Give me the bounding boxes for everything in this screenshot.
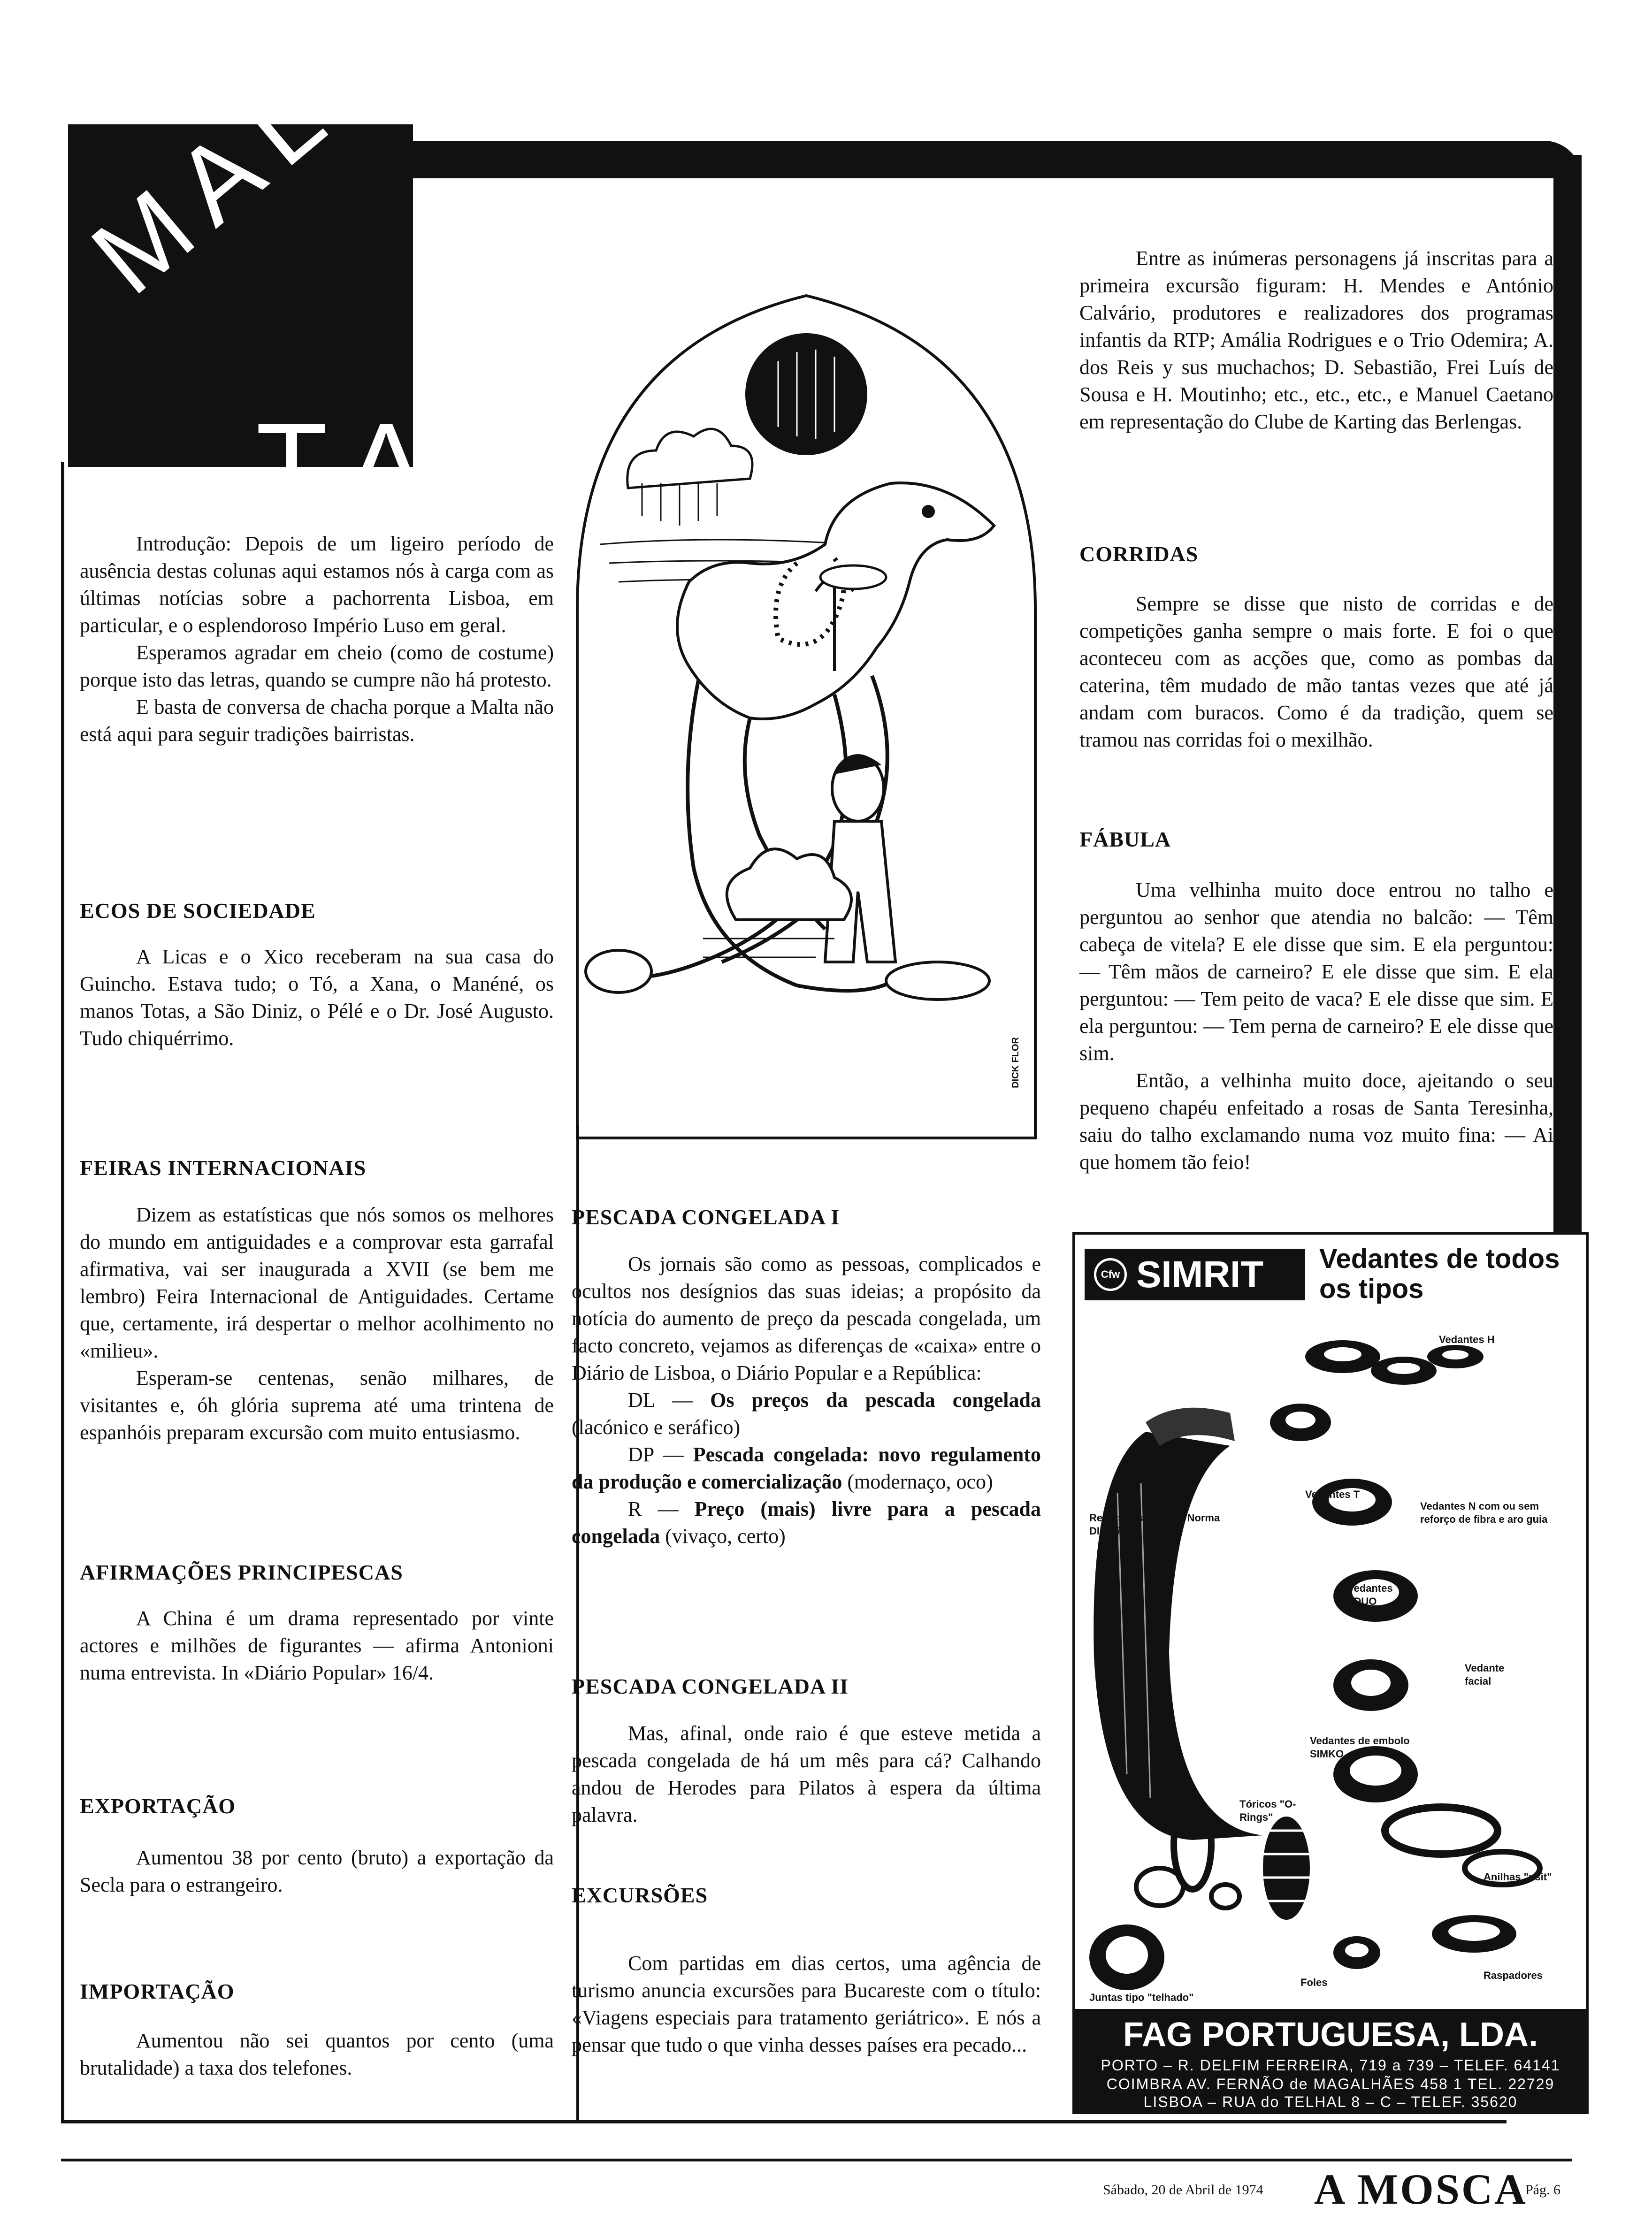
section-paragraph: A Licas e o Xico receberam na sua casa do Guincho. Estava tudo; o Tó, a Xana, o Manéné, os manos Totas, a São Diniz, o Pélé e o Dr. José Augusto. Tudo chiquérrimo. — [80, 945, 554, 1050]
company-name: FAG PORTUGUESA, LDA. — [1123, 2016, 1538, 2054]
seal-products-image — [1075, 1305, 1586, 2004]
masthead-block — [68, 10, 453, 530]
address-line: LISBOA – RUA do TELHAL 8 – C – TELEF. 35620 — [1143, 2093, 1518, 2110]
section-paragraph: A China é um drama representado por vinte actores e milhões de figurantes — afirma Antonioni numa entrevista. In «Diário Popular» 16/4. — [80, 1607, 554, 1684]
corridas-paragraph: Sempre se disse que nisto de corridas e de competições ganha sempre o mais forte. E foi o que aconteceu com as acções que, como as pombas da caterina, têm mudado de mão tantas vezes que até já andam com buracos. Como é da tradição, quem se tramou nas corridas foi o mexilhão. — [1079, 592, 1553, 751]
fabula-paragraph: Então, a velhinha muito doce, ajeitando o seu pequeno chapéu enfeitado a rosas de Santa Teresinha, saiu do talho exclamando numa voz muito fina: — Ai que homem tão feio! — [1079, 1069, 1553, 1174]
ad-footer — [1075, 2009, 1586, 2111]
pescada1-intro: Os jornais são como as pessoas, complicados e ocultos nos desígnios das suas ideias; a propósito da notícia do aumento de preço da pescada congelada, um facto concreto, vejamos as diferenças de «caixa» entre o Diário de Lisboa, o Diário Popular e a República: — [572, 1252, 1041, 1384]
section-heading: PESCADA CONGELADA I — [572, 1205, 840, 1229]
masthead-line1: MAL- — [69, 10, 402, 317]
section-heading: EXCURSÕES — [572, 1883, 708, 1907]
excursion-list-text — [1079, 245, 1553, 435]
section-body — [80, 1201, 554, 1446]
label-vedantes-t: Vedantes T — [1305, 1489, 1360, 1500]
section-heading: PESCADA CONGELADA II — [572, 1674, 849, 1698]
simrit-logo-icon: Cfw — [1094, 1258, 1127, 1291]
pescada2-paragraph: Mas, afinal, onde raio é que esteve metida a pescada congelada de há um mês para cá? Calhando andou de Herodes para Pilatos à espera da última palavra. — [572, 1722, 1041, 1826]
section-body — [80, 1844, 554, 1899]
fabula-paragraph: Uma velhinha muito doce entrou no talho e perguntou ao senhor que atendia no balcão: — Têm cabeça de vitela? E ele disse que sim. E ela perguntou: — Têm mãos de carneiro? E ele disse que sim. E ela perguntou: — Tem peito de vaca? E ele disse que sim. E ela perguntou: — Tem perna de carneiro? E ele disse que sim. — [1079, 878, 1553, 1065]
label-vedante-facial: Vedante facial — [1465, 1662, 1505, 1687]
frame-bottom-rule — [61, 2120, 1507, 2123]
label-juntas: Juntas tipo "telhado" — [1089, 1992, 1194, 2003]
pescada1-body — [572, 1251, 1041, 1550]
ad-headline: Vedantes de todos os tipos — [1319, 1244, 1560, 1304]
intro-paragraph: E basta de conversa de chacha porque a Malta não está aqui para seguir tradições bairristas. — [80, 695, 554, 746]
fabula-body — [1079, 877, 1553, 1176]
intro-paragraph: Introdução: Depois de um ligeiro período de ausência destas colunas aqui estamos nós à carga com as últimas notícias sobre a pachorrenta Lisboa, em particular, e o esplendoroso Império Luso em geral. — [80, 532, 554, 637]
label-vedantes-h: Vedantes H — [1439, 1334, 1495, 1345]
ad-brand-name: SIMRIT — [1136, 1253, 1264, 1295]
section-heading: FEIRAS INTERNACIONAIS — [80, 1156, 367, 1180]
section-paragraph: Aumentou 38 por cento (bruto) a exportação da Secla para o estrangeiro. — [80, 1846, 554, 1896]
section-heading: CORRIDAS — [1079, 542, 1199, 566]
label-retentores: Retentores radiais "Norma DIN 3760" — [1089, 1512, 1220, 1537]
label-vedantes-tduo: Vedantes TDUO — [1347, 1582, 1393, 1607]
address-line: PORTO – R. DELFIM FERREIRA, 719 a 739 – TELEF. 64141 — [1101, 2057, 1560, 2074]
address-line: COIMBRA AV. FERNÃO de MAGALHÃES 458 1 TEL. 22729 — [1106, 2076, 1555, 2092]
section-heading: FÁBULA — [1079, 827, 1171, 851]
frame-top-bar — [413, 141, 1582, 178]
section-heading: EXPORTAÇÃO — [80, 1794, 236, 1818]
section-paragraph: Aumentou não sei quantos por cento (uma brutalidade) a taxa dos telefones. — [80, 2029, 554, 2079]
excursoes-paragraph: Com partidas em dias certos, uma agência de turismo anuncia excursões para Bucareste com o título: «Viagens especiais para tratamento geriátrico». E nós a pensar que tudo o que vinha desses países era pecado... — [572, 1952, 1041, 2056]
frame-left-rule — [61, 462, 64, 2123]
pescada2-body — [572, 1720, 1041, 1829]
label-toricos: Tóricos "O-Rings" — [1239, 1798, 1296, 1823]
camel-illustration — [572, 282, 1041, 1140]
label-anilhas: Anilhas "usit" — [1484, 1871, 1552, 1883]
section-paragraph: Dizem as estatísticas que nós somos os melhores do mundo em antiguidades e a comprovar esta garrafal afirmativa, vai ser inaugurada a XVII (se bem me lembro) Feira Internacional de Antiguidades. Certame que, certamente, irá despertar o melhor acolhimento no «milieu». — [80, 1203, 554, 1362]
label-raspadores: Raspadores — [1484, 1970, 1543, 1981]
section-body — [80, 2027, 554, 2082]
section-body — [80, 943, 554, 1052]
intro-text — [80, 530, 554, 748]
pescada1-item-r: R — Preço (mais) livre para a pescada congelada (vivaço, certo) — [572, 1497, 1041, 1548]
col3-intro: Entre as inúmeras personagens já inscritas para a primeira excursão figuram: H. Mendes e António Calvário, produtores e realizadores dos programas infantis da RTP; Amália Rodrigues e o Trio Odemira; A. dos Reis y sus muchachos; D. Sebastião, Frei Luís de Sousa e H. Moutinho; etc., etc., etc., e Manuel Caetano em representação do Clube de Karting das Berlengas. — [1079, 247, 1553, 433]
section-paragraph: Esperam-se centenas, senão milhares, de visitantes e, óh glória suprema até uma trintena de espanhóis preparam excursão com muito entusiasmo. — [80, 1367, 554, 1444]
section-heading: IMPORTAÇÃO — [80, 1979, 235, 2003]
section-heading: ECOS DE SOCIEDADE — [80, 899, 316, 923]
section-body — [80, 1605, 554, 1687]
intro-paragraph: Esperamos agradar em cheio (como de costume) porque isto das letras, quando se cumpre não há protesto. — [80, 641, 554, 691]
corridas-body — [1079, 590, 1553, 754]
simrit-advertisement — [1072, 1232, 1589, 2114]
illustration-credit: DICK FLOR — [1010, 1037, 1021, 1088]
section-heading: AFIRMAÇÕES PRINCIPESCAS — [80, 1560, 403, 1584]
pescada1-item-dp: DP — Pescada congelada: novo regulamento da produção e comercialização (modernaço, oco) — [572, 1443, 1041, 1493]
excursoes-body — [572, 1950, 1041, 2059]
label-vedantes-simko: Vedantes de embolo SIMKO — [1310, 1735, 1410, 1760]
masthead-line2: TA — [256, 399, 453, 530]
pescada1-item-dl: DL — Os preços da pescada congelada (lacónico e seráfico) — [572, 1389, 1041, 1439]
label-foles: Foles — [1300, 1977, 1328, 1988]
footer-date: Sábado, 20 de Abril de 1974 — [1103, 2182, 1263, 2198]
frame-right-bar — [1553, 155, 1582, 1234]
label-vedantes-n: Vedantes N com ou sem reforço de fibra e aro guia — [1420, 1500, 1548, 1525]
footer-rule — [61, 2159, 1572, 2161]
page-number: Pág. 6 — [1525, 2182, 1560, 2198]
ad-brand-bar — [1085, 1249, 1305, 1300]
publication-name: A MOSCA — [1314, 2165, 1528, 2213]
